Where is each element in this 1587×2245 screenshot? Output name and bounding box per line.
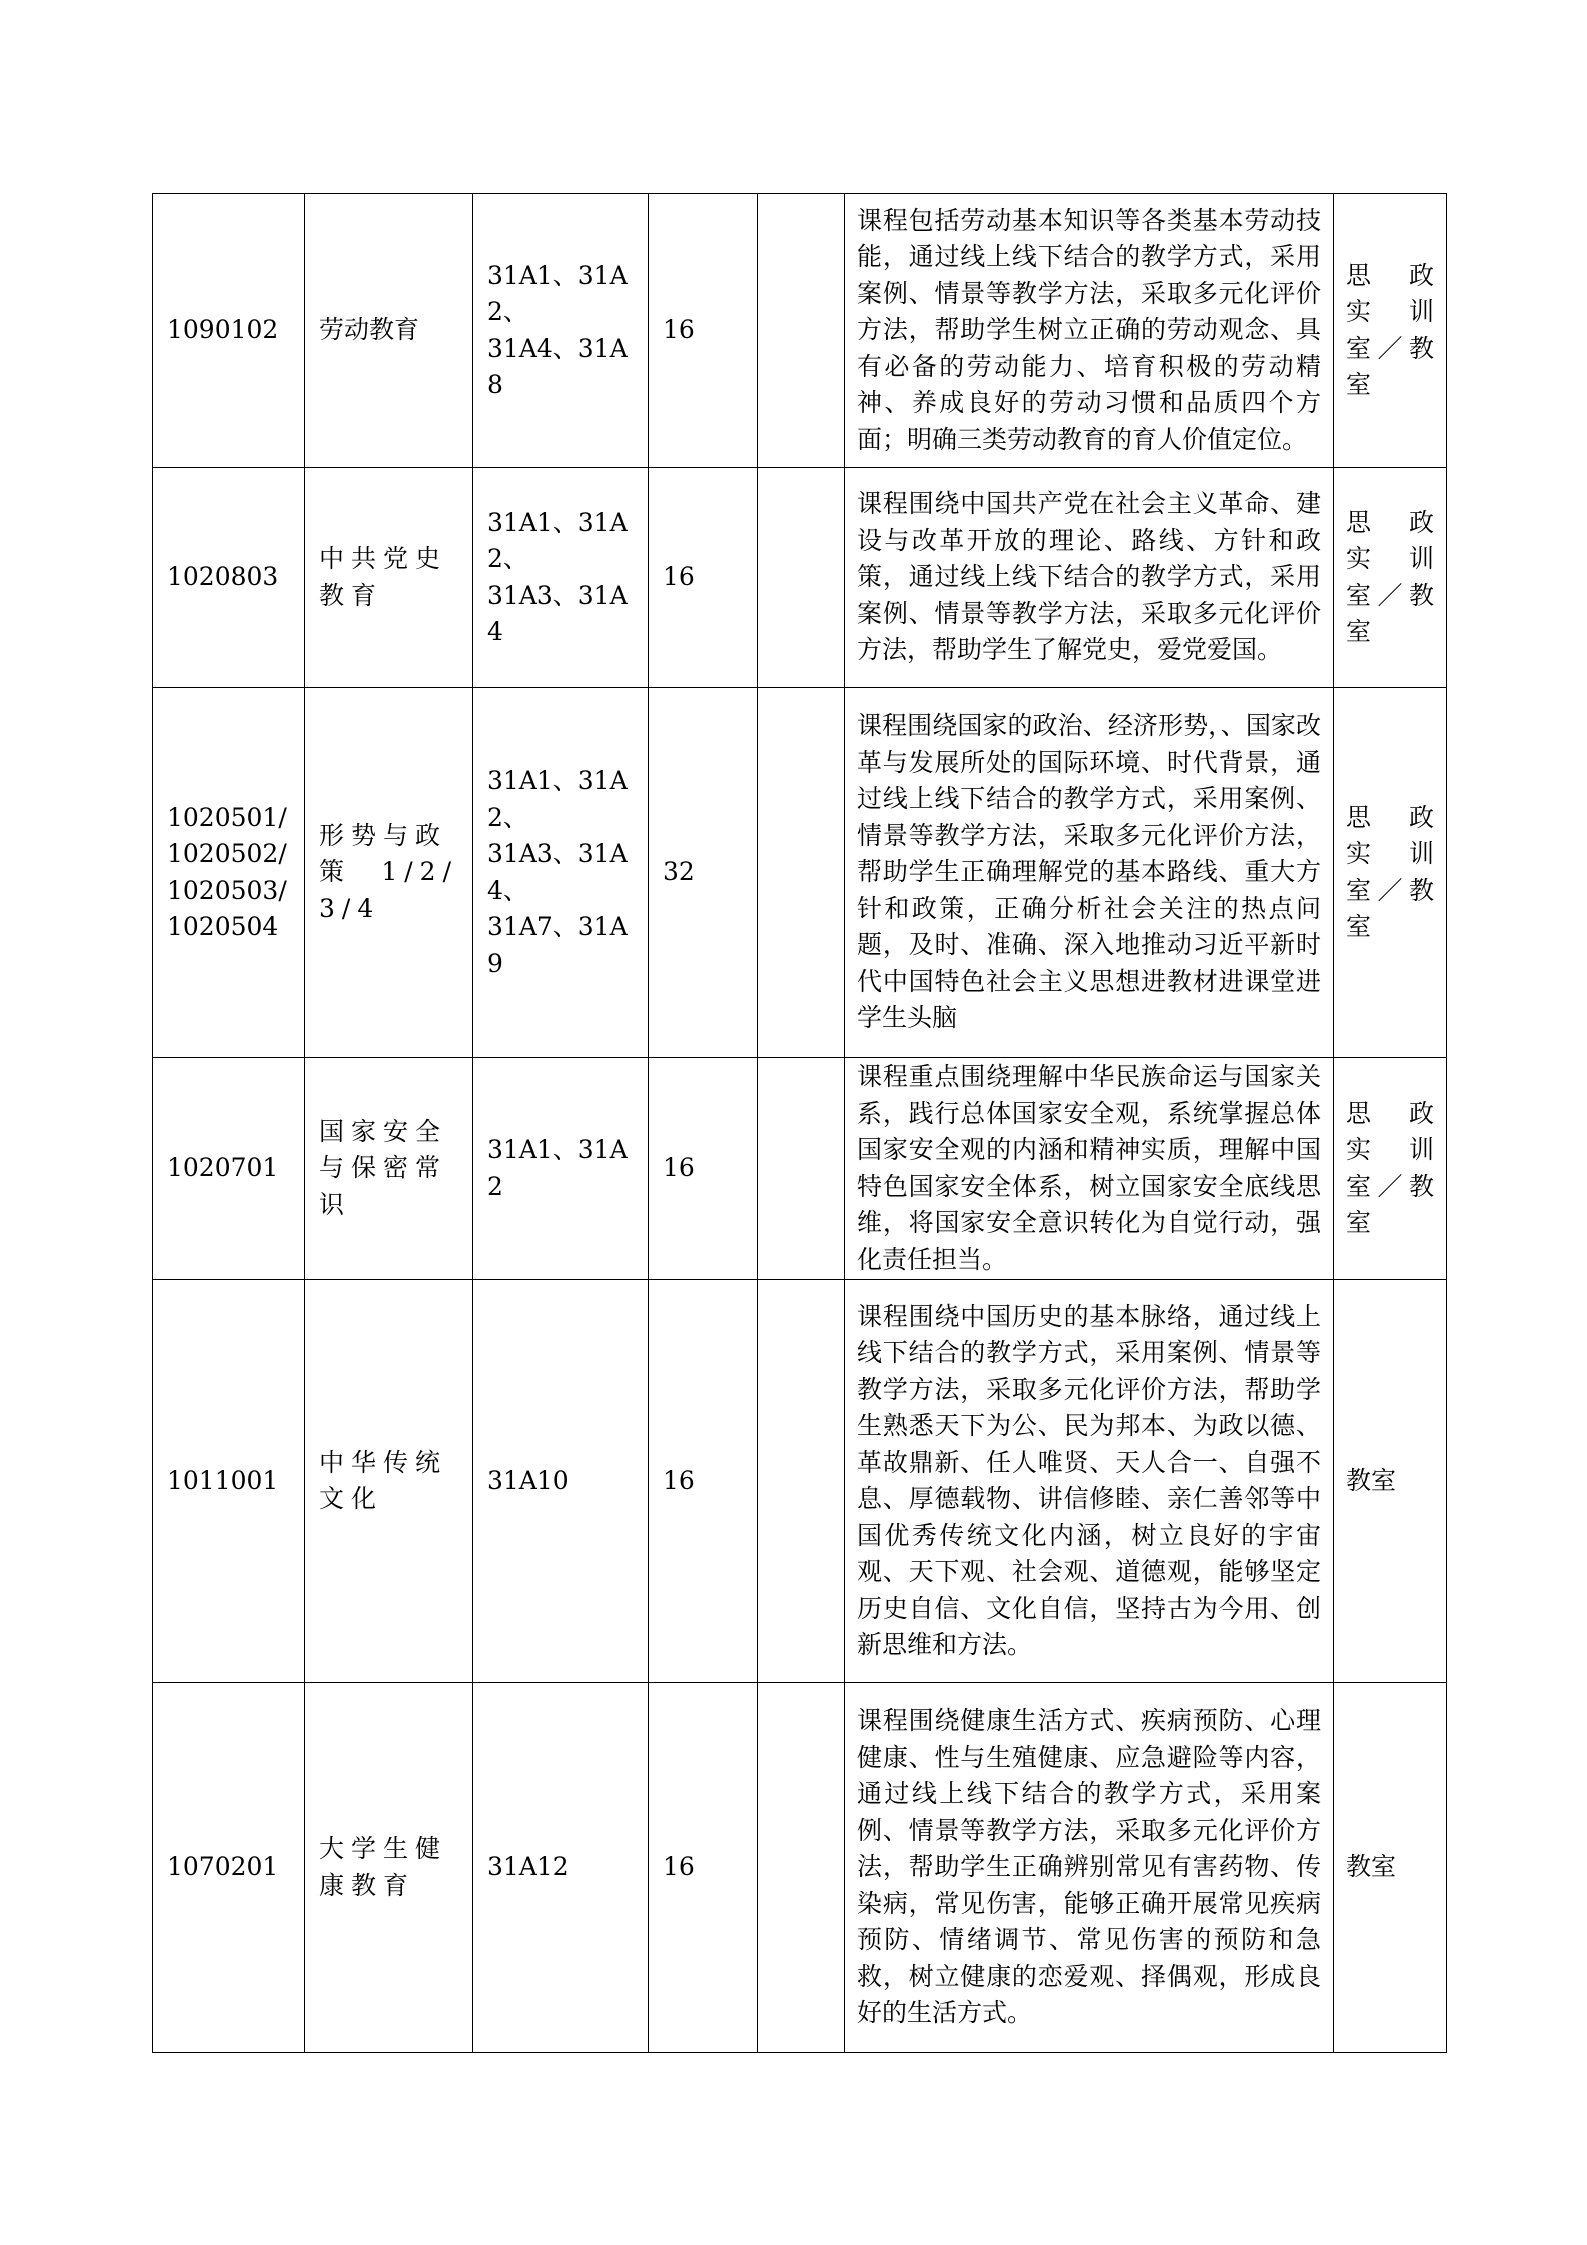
course-code-cell xyxy=(153,1683,305,2053)
objectives-lines-line: 31A1、31A2、 xyxy=(487,507,628,573)
teaching-venue-cell xyxy=(1334,1683,1447,2053)
name-lines-line: 教育 xyxy=(319,580,384,610)
table-row xyxy=(153,468,1447,688)
name-lines-line: 策 1/2/3/4 xyxy=(319,857,458,923)
empty-cell xyxy=(758,1683,845,2053)
place-lines-line: 思 政 xyxy=(1346,1098,1434,1128)
place-lines-line: 室／教 xyxy=(1346,875,1434,905)
place-lines-line: 室 xyxy=(1346,912,1372,941)
objectives-lines-line: 31A7、31A9 xyxy=(487,912,628,978)
place-lines-line: 室／教 xyxy=(1346,1171,1434,1201)
objectives-cell xyxy=(473,194,649,468)
course-description-cell: 课程围绕中国历史的基本脉络，通过线上线下结合的教学方式，采用案例、情景等教学方法，采取多元化评价方法，帮助学生熟悉天下为公、民为邦本、为政以德、革故鼎新、任人唯贤、天人合一、自强不息、厚德载物、讲信修睦、亲仁善邻等中国优秀传统文化内涵，树立良好的宇宙观、天下观、社会观、道德观，能够坚定历史自信、文化自信，坚持古为今用、创新思维和方法。 xyxy=(845,1280,1334,1683)
code-lines-line: 1020503/ xyxy=(167,875,287,905)
table-row xyxy=(153,1683,1447,2053)
place-lines-line: 实 训 xyxy=(1346,1135,1434,1164)
code-lines-line: 1020502/ xyxy=(167,839,287,868)
objectives-lines-line: 31A1、31A2 xyxy=(487,1135,628,1201)
code-lines-line: 1020501/ xyxy=(167,802,287,832)
teaching-venue-cell xyxy=(1334,1058,1447,1280)
teaching-venue-cell xyxy=(1334,1280,1447,1683)
table-row xyxy=(153,688,1447,1058)
code-lines-line: 1011001 xyxy=(167,1465,279,1495)
code-lines-line: 1020701 xyxy=(167,1153,279,1183)
course-table xyxy=(152,193,1447,2053)
objectives-lines-line: 31A4、31A8 xyxy=(487,333,628,399)
place-lines-line: 教室 xyxy=(1346,1852,1397,1882)
objectives-lines-line: 31A10 xyxy=(487,1465,569,1495)
hours-cell: 32 xyxy=(649,688,758,1058)
name-lines-line: 文化 xyxy=(319,1484,384,1513)
course-table-body xyxy=(153,194,1447,2053)
place-lines-line: 实 训 xyxy=(1346,544,1434,573)
course-code-cell xyxy=(153,688,305,1058)
name-lines-line: 国家安全 xyxy=(319,1116,448,1146)
name-lines-line: 大学生健 xyxy=(319,1834,448,1863)
place-lines-line: 实 训 xyxy=(1346,297,1434,326)
objectives-lines-line: 31A1、31A2、 xyxy=(487,260,628,326)
course-code-cell xyxy=(153,194,305,468)
empty-cell xyxy=(758,1280,845,1683)
code-lines-line: 1020504 xyxy=(167,912,279,941)
objectives-lines-line: 31A12 xyxy=(487,1852,569,1882)
hours-cell: 16 xyxy=(649,1058,758,1280)
name-lines-line: 中共党史 xyxy=(319,544,448,573)
hours-cell: 16 xyxy=(649,468,758,688)
place-lines-line: 室 xyxy=(1346,617,1372,646)
place-lines-line: 室 xyxy=(1346,370,1372,399)
course-name-cell xyxy=(305,1058,473,1280)
course-code-cell xyxy=(153,468,305,688)
objectives-lines-line: 31A3、31A4、 xyxy=(487,839,628,905)
objectives-cell xyxy=(473,1058,649,1280)
name-lines-line: 中华传统 xyxy=(319,1447,448,1477)
teaching-venue-cell xyxy=(1334,468,1447,688)
table-row xyxy=(153,194,1447,468)
name-lines-line: 劳动教育 xyxy=(319,315,420,345)
place-lines-line: 思 政 xyxy=(1346,507,1434,537)
course-description-cell: 课程重点围绕理解中华民族命运与国家关系，践行总体国家安全观，系统掌握总体国家安全观的内涵和精神实质，理解中国特色国家安全体系，树立国家安全底线思维，将国家安全意识转化为自觉行动，强化责任担当。 xyxy=(845,1058,1334,1280)
empty-cell xyxy=(758,468,845,688)
objectives-lines-line: 31A3、31A4 xyxy=(487,580,628,646)
table-row xyxy=(153,1058,1447,1280)
empty-cell xyxy=(758,1058,845,1280)
course-description-cell: 课程围绕中国共产党在社会主义革命、建设与改革开放的理论、路线、方针和政策，通过线上线下结合的教学方式，采用案例、情景等教学方法，采取多元化评价方法，帮助学生了解党史，爱党爱国。 xyxy=(845,468,1334,688)
place-lines-line: 思 政 xyxy=(1346,802,1434,832)
code-lines-line: 1090102 xyxy=(167,315,279,345)
name-lines-line: 康教育 xyxy=(319,1870,416,1900)
teaching-venue-cell xyxy=(1334,688,1447,1058)
course-code-cell xyxy=(153,1280,305,1683)
objectives-cell xyxy=(473,1280,649,1683)
objectives-cell xyxy=(473,688,649,1058)
course-name-cell xyxy=(305,468,473,688)
objectives-lines-line: 31A1、31A2、 xyxy=(487,766,628,832)
place-lines-line: 实 训 xyxy=(1346,839,1434,868)
course-name-cell xyxy=(305,1280,473,1683)
course-description-cell: 课程围绕国家的政治、经济形势，、国家改革与发展所处的国际环境、时代背景，通过线上线下结合的教学方式，采用案例、情景等教学方法，采取多元化评价方法，帮助学生正确理解党的基本路线、重大方针和政策，正确分析社会关注的热点问题，及时、准确、深入地推动习近平新时代中国特色社会主义思想进教材进课堂进学生头脑 xyxy=(845,688,1334,1058)
place-lines-line: 室／教 xyxy=(1346,580,1434,610)
objectives-cell xyxy=(473,468,649,688)
hours-cell: 16 xyxy=(649,194,758,468)
course-name-cell xyxy=(305,688,473,1058)
teaching-venue-cell xyxy=(1334,194,1447,468)
hours-cell: 16 xyxy=(649,1683,758,2053)
code-lines-line: 1020803 xyxy=(167,562,279,592)
code-lines-line: 1070201 xyxy=(167,1852,279,1882)
name-lines-line: 识 xyxy=(319,1189,352,1219)
course-description-cell: 课程包括劳动基本知识等各类基本劳动技能，通过线上线下结合的教学方式，采用案例、情景等教学方法，采取多元化评价方法，帮助学生树立正确的劳动观念、具有必备的劳动能力、培育积极的劳动精神、养成良好的劳动习惯和品质四个方面；明确三类劳动教育的育人价值定位。 xyxy=(845,194,1334,468)
course-code-cell xyxy=(153,1058,305,1280)
place-lines-line: 思 政 xyxy=(1346,260,1434,290)
place-lines-line: 室／教 xyxy=(1346,333,1434,363)
name-lines-line: 与保密常 xyxy=(319,1153,448,1183)
place-lines-line: 教室 xyxy=(1346,1465,1397,1495)
place-lines-line: 室 xyxy=(1346,1208,1372,1237)
course-name-cell xyxy=(305,194,473,468)
table-row xyxy=(153,1280,1447,1683)
name-lines-line: 形势与政 xyxy=(319,820,448,850)
empty-cell xyxy=(758,194,845,468)
empty-cell xyxy=(758,688,845,1058)
objectives-cell xyxy=(473,1683,649,2053)
hours-cell: 16 xyxy=(649,1280,758,1683)
course-description-cell: 课程围绕健康生活方式、疾病预防、心理健康、性与生殖健康、应急避险等内容，通过线上线下结合的教学方式，采用案例、情景等教学方法，采取多元化评价方法，帮助学生正确辨别常见有害药物、传染病，常见伤害，能够正确开展常见疾病预防、情绪调节、常见伤害的预防和急救，树立健康的恋爱观、择偶观，形成良好的生活方式。 xyxy=(845,1683,1334,2053)
course-name-cell xyxy=(305,1683,473,2053)
